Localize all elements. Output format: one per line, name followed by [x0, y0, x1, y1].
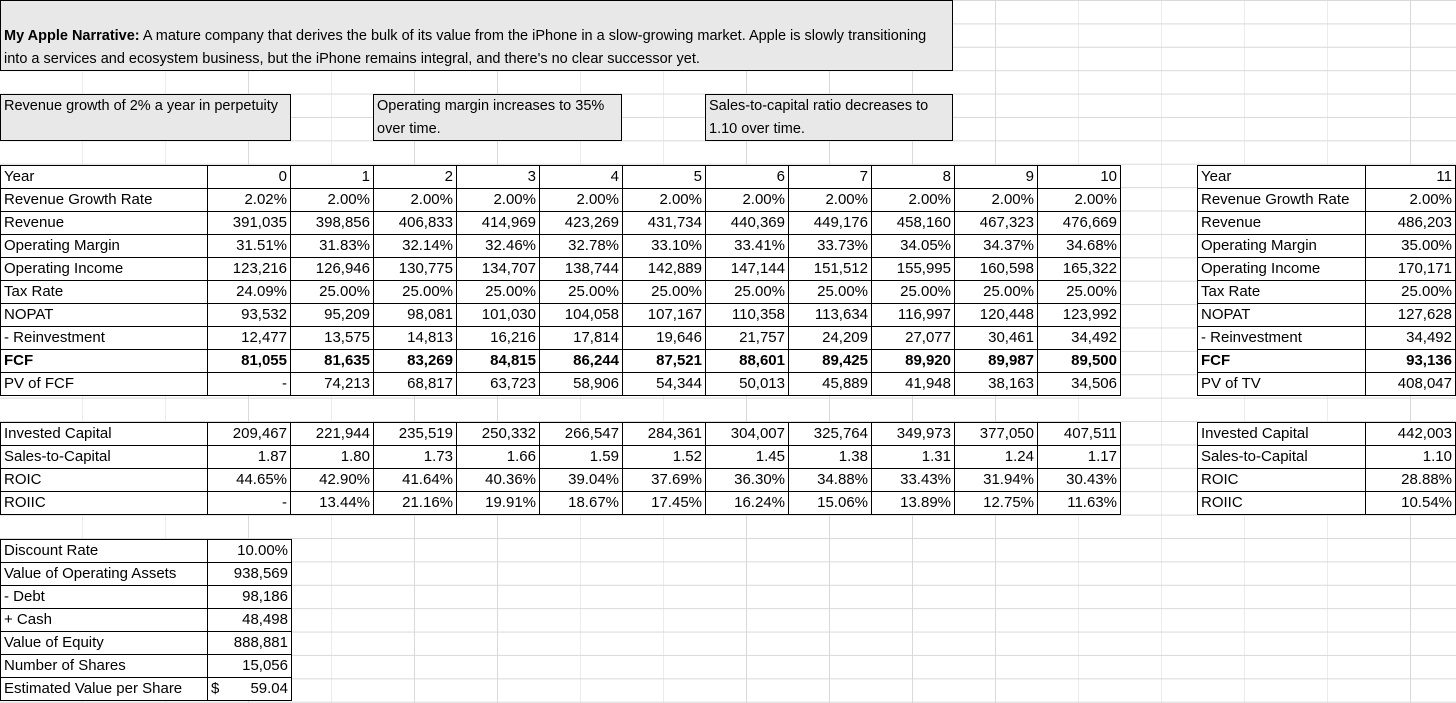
value-cell[interactable]: 34.05%: [872, 235, 955, 258]
table-row: [1198, 212, 1456, 235]
value-cell[interactable]: 34,492: [1038, 327, 1121, 350]
value-cell[interactable]: 2.00%: [706, 189, 789, 212]
value-cell[interactable]: 1.24: [955, 446, 1038, 469]
value-cell[interactable]: 476,669: [1038, 212, 1121, 235]
row-label-cell[interactable]: Sales-to-Capital: [1198, 446, 1366, 469]
cell-value: 938,569: [233, 565, 288, 582]
row-label-cell[interactable]: - Reinvestment: [1, 327, 208, 350]
value-cell[interactable]: 0: [208, 166, 291, 189]
table-row: [1, 327, 1121, 350]
value-cell[interactable]: 2.00%: [374, 189, 457, 212]
value-cell[interactable]: 25.00%: [872, 281, 955, 304]
value-cell[interactable]: 54,344: [623, 373, 706, 396]
assumption-margin-note: [373, 94, 622, 141]
value-cell[interactable]: 15.06%: [789, 492, 872, 515]
value-cell[interactable]: [1366, 304, 1456, 327]
row-label-cell[interactable]: ROIC: [1, 469, 208, 492]
value-cell[interactable]: 89,987: [955, 350, 1038, 373]
value-cell[interactable]: 37.69%: [623, 469, 706, 492]
value-cell[interactable]: [208, 655, 292, 678]
value-cell[interactable]: 89,500: [1038, 350, 1121, 373]
table-row: [1198, 469, 1456, 492]
value-cell[interactable]: 42.90%: [291, 469, 374, 492]
cell-value: 10.00%: [237, 542, 288, 559]
value-cell[interactable]: 89,425: [789, 350, 872, 373]
value-cell[interactable]: 25.00%: [706, 281, 789, 304]
cell-value: 59.04: [250, 680, 288, 697]
value-cell[interactable]: 120,448: [955, 304, 1038, 327]
cell-value: 11: [1436, 168, 1452, 185]
table-row: [1, 423, 1121, 446]
value-cell[interactable]: 95,209: [291, 304, 374, 327]
value-cell[interactable]: 41.64%: [374, 469, 457, 492]
row-label-cell[interactable]: Tax Rate: [1198, 281, 1366, 304]
row-label-cell[interactable]: + Cash: [1, 609, 208, 632]
value-cell[interactable]: [208, 586, 292, 609]
value-cell[interactable]: 10: [1038, 166, 1121, 189]
value-cell[interactable]: 165,322: [1038, 258, 1121, 281]
cell-value: 486,203: [1397, 214, 1452, 231]
value-cell[interactable]: [1366, 212, 1456, 235]
row-label-cell[interactable]: Invested Capital: [1198, 423, 1366, 446]
table-row: [1, 212, 1121, 235]
row-label-cell[interactable]: - Reinvestment: [1198, 327, 1366, 350]
value-cell[interactable]: 2.00%: [872, 189, 955, 212]
table-row: [1, 563, 292, 586]
value-cell[interactable]: 151,512: [789, 258, 872, 281]
value-cell[interactable]: 36.30%: [706, 469, 789, 492]
table-row: [1198, 327, 1456, 350]
table-row: [1198, 492, 1456, 515]
value-cell[interactable]: 250,332: [457, 423, 540, 446]
value-cell[interactable]: [1366, 258, 1456, 281]
row-label-cell[interactable]: Estimated Value per Share: [1, 678, 208, 701]
value-cell[interactable]: 110,358: [706, 304, 789, 327]
value-cell[interactable]: 16,216: [457, 327, 540, 350]
value-cell[interactable]: 63,723: [457, 373, 540, 396]
value-cell[interactable]: 31.51%: [208, 235, 291, 258]
value-cell[interactable]: 107,167: [623, 304, 706, 327]
value-cell[interactable]: [208, 632, 292, 655]
value-cell[interactable]: [1366, 327, 1456, 350]
table-row: [1198, 166, 1456, 189]
value-cell[interactable]: 6: [706, 166, 789, 189]
assumption-margin-text: Operating margin increases to 35% over time.: [377, 98, 605, 137]
assumption-sales-capital-text: Sales-to-capital ratio decreases to 1.10 over time.: [709, 98, 929, 137]
row-label-cell[interactable]: Value of Operating Assets: [1, 563, 208, 586]
cell-value: 2.00%: [1409, 191, 1452, 208]
table-row: [1198, 304, 1456, 327]
value-cell[interactable]: 2.00%: [955, 189, 1038, 212]
value-cell[interactable]: 25.00%: [291, 281, 374, 304]
value-cell[interactable]: 30,461: [955, 327, 1038, 350]
table-row: [1, 350, 1121, 373]
value-cell[interactable]: 39.04%: [540, 469, 623, 492]
valuation-table: [0, 539, 292, 701]
value-cell[interactable]: 18.67%: [540, 492, 623, 515]
currency-symbol: $: [211, 680, 220, 697]
value-cell[interactable]: 13.89%: [872, 492, 955, 515]
table-row: [1, 304, 1121, 327]
value-cell[interactable]: 38,163: [955, 373, 1038, 396]
row-label-cell[interactable]: Sales-to-Capital: [1, 446, 208, 469]
value-cell[interactable]: 2.00%: [789, 189, 872, 212]
value-cell[interactable]: 458,160: [872, 212, 955, 235]
table-row: [1, 446, 1121, 469]
row-label-cell[interactable]: PV of FCF: [1, 373, 208, 396]
row-label-cell[interactable]: Operating Income: [1, 258, 208, 281]
table-row: [1198, 350, 1456, 373]
value-cell[interactable]: 87,521: [623, 350, 706, 373]
value-cell[interactable]: 13.44%: [291, 492, 374, 515]
cell-value: 28.88%: [1401, 471, 1452, 488]
value-cell[interactable]: 27,077: [872, 327, 955, 350]
table-row: [1, 281, 1121, 304]
value-cell[interactable]: 116,997: [872, 304, 955, 327]
value-cell[interactable]: 414,969: [457, 212, 540, 235]
table-row: [1, 678, 292, 701]
cell-value: 1.10: [1422, 448, 1452, 465]
value-cell[interactable]: 13,575: [291, 327, 374, 350]
value-cell[interactable]: [208, 540, 292, 563]
value-cell[interactable]: [1366, 423, 1456, 446]
value-cell[interactable]: [1366, 350, 1456, 373]
row-label-cell[interactable]: ROIIC: [1, 492, 208, 515]
row-label-cell[interactable]: Operating Margin: [1198, 235, 1366, 258]
value-cell[interactable]: [1366, 492, 1456, 515]
cell-value: 442,003: [1397, 425, 1452, 442]
value-cell[interactable]: 209,467: [208, 423, 291, 446]
value-cell[interactable]: 19,646: [623, 327, 706, 350]
value-cell[interactable]: 2: [374, 166, 457, 189]
value-cell[interactable]: 440,369: [706, 212, 789, 235]
value-cell[interactable]: 25.00%: [374, 281, 457, 304]
cell-value: 10.54%: [1401, 494, 1452, 511]
value-cell[interactable]: 1.66: [457, 446, 540, 469]
table-row: [1, 609, 292, 632]
value-cell[interactable]: 40.36%: [457, 469, 540, 492]
value-cell[interactable]: 68,817: [374, 373, 457, 396]
value-cell[interactable]: -: [208, 492, 291, 515]
value-cell[interactable]: 2.00%: [1038, 189, 1121, 212]
value-cell[interactable]: 25.00%: [955, 281, 1038, 304]
cell-value: 35.00%: [1401, 237, 1452, 254]
value-cell[interactable]: 1.17: [1038, 446, 1121, 469]
value-cell[interactable]: 104,058: [540, 304, 623, 327]
row-label-cell[interactable]: FCF: [1198, 350, 1366, 373]
cell-value: 34,492: [1406, 329, 1452, 346]
value-cell[interactable]: 235,519: [374, 423, 457, 446]
value-cell[interactable]: 407,511: [1038, 423, 1121, 446]
value-cell[interactable]: 33.41%: [706, 235, 789, 258]
value-cell[interactable]: 266,547: [540, 423, 623, 446]
row-label-cell[interactable]: - Debt: [1, 586, 208, 609]
value-cell[interactable]: 19.91%: [457, 492, 540, 515]
row-label-cell[interactable]: ROIC: [1198, 469, 1366, 492]
value-cell[interactable]: 30.43%: [1038, 469, 1121, 492]
row-label-cell[interactable]: Discount Rate: [1, 540, 208, 563]
cell-value: 98,186: [242, 588, 288, 605]
value-cell[interactable]: [208, 563, 292, 586]
value-cell[interactable]: 431,734: [623, 212, 706, 235]
value-cell[interactable]: 8: [872, 166, 955, 189]
value-cell[interactable]: 83,269: [374, 350, 457, 373]
value-cell[interactable]: 142,889: [623, 258, 706, 281]
table-row: [1, 189, 1121, 212]
value-cell[interactable]: 93,532: [208, 304, 291, 327]
value-cell[interactable]: 113,634: [789, 304, 872, 327]
assumption-revenue-text: Revenue growth of 2% a year in perpetuity: [4, 98, 279, 114]
value-cell[interactable]: 467,323: [955, 212, 1038, 235]
value-cell[interactable]: 221,944: [291, 423, 374, 446]
table-row: [1198, 189, 1456, 212]
value-cell[interactable]: 123,216: [208, 258, 291, 281]
value-cell[interactable]: 1.87: [208, 446, 291, 469]
value-cell[interactable]: 25.00%: [457, 281, 540, 304]
value-cell[interactable]: 24.09%: [208, 281, 291, 304]
row-label-cell[interactable]: PV of TV: [1198, 373, 1366, 396]
value-cell[interactable]: 31.94%: [955, 469, 1038, 492]
table-row: [1, 586, 292, 609]
value-cell[interactable]: 1.59: [540, 446, 623, 469]
value-cell[interactable]: 138,744: [540, 258, 623, 281]
value-cell[interactable]: 74,213: [291, 373, 374, 396]
value-cell[interactable]: 12.75%: [955, 492, 1038, 515]
value-cell[interactable]: 449,176: [789, 212, 872, 235]
table-row: [1198, 258, 1456, 281]
cell-value: 408,047: [1397, 375, 1452, 392]
value-cell[interactable]: 32.14%: [374, 235, 457, 258]
value-cell[interactable]: 101,030: [457, 304, 540, 327]
row-label-cell[interactable]: ROIIC: [1198, 492, 1366, 515]
value-cell[interactable]: 349,973: [872, 423, 955, 446]
terminal-year-table: [1197, 165, 1456, 396]
value-cell[interactable]: 25.00%: [1038, 281, 1121, 304]
narrative-text: A mature company that derives the bulk of its value from the iPhone in a slow-growing market. Apple is slowly transitioning into a services and ecosystem business, but the iPhone remains integral, and there's no clear successor yet.: [4, 28, 927, 67]
value-cell[interactable]: 406,833: [374, 212, 457, 235]
table-row: [1, 655, 292, 678]
row-label-cell[interactable]: Operating Margin: [1, 235, 208, 258]
value-cell[interactable]: 34.88%: [789, 469, 872, 492]
value-cell[interactable]: 7: [789, 166, 872, 189]
table-row: [1198, 235, 1456, 258]
cell-value: 170,171: [1397, 260, 1452, 277]
row-label-cell[interactable]: Tax Rate: [1, 281, 208, 304]
value-cell[interactable]: 33.43%: [872, 469, 955, 492]
value-cell[interactable]: 398,856: [291, 212, 374, 235]
value-cell[interactable]: [208, 678, 292, 701]
value-cell[interactable]: [1366, 166, 1456, 189]
value-cell[interactable]: 33.10%: [623, 235, 706, 258]
value-cell[interactable]: 24,209: [789, 327, 872, 350]
row-label-cell[interactable]: Revenue: [1, 212, 208, 235]
cell-value: 888,881: [233, 634, 288, 651]
table-row: [1198, 281, 1456, 304]
value-cell[interactable]: 86,244: [540, 350, 623, 373]
value-cell[interactable]: 34.37%: [955, 235, 1038, 258]
value-cell[interactable]: 134,707: [457, 258, 540, 281]
value-cell[interactable]: 4: [540, 166, 623, 189]
projection-table: [0, 165, 1121, 396]
value-cell[interactable]: 25.00%: [623, 281, 706, 304]
value-cell[interactable]: 81,055: [208, 350, 291, 373]
table-row: [1198, 446, 1456, 469]
value-cell[interactable]: 160,598: [955, 258, 1038, 281]
value-cell[interactable]: 1.31: [872, 446, 955, 469]
row-label-cell[interactable]: Number of Shares: [1, 655, 208, 678]
value-cell[interactable]: 31.83%: [291, 235, 374, 258]
value-cell[interactable]: 17,814: [540, 327, 623, 350]
narrative-note: [0, 0, 953, 71]
value-cell[interactable]: 1.80: [291, 446, 374, 469]
value-cell[interactable]: 391,035: [208, 212, 291, 235]
table-row: [1, 492, 1121, 515]
row-label-cell[interactable]: Year: [1198, 166, 1366, 189]
value-cell[interactable]: -: [208, 373, 291, 396]
value-cell[interactable]: [1366, 235, 1456, 258]
value-cell[interactable]: [1366, 446, 1456, 469]
value-cell[interactable]: 147,144: [706, 258, 789, 281]
table-row: [1, 540, 292, 563]
table-row: [1, 235, 1121, 258]
value-cell[interactable]: 45,889: [789, 373, 872, 396]
value-cell[interactable]: 34.68%: [1038, 235, 1121, 258]
row-label-cell[interactable]: FCF: [1, 350, 208, 373]
assumption-sales-capital-note: [705, 94, 953, 141]
row-label-cell[interactable]: NOPAT: [1, 304, 208, 327]
value-cell[interactable]: 2.00%: [540, 189, 623, 212]
terminal-capital-table: [1197, 422, 1456, 515]
row-label-cell[interactable]: Revenue Growth Rate: [1198, 189, 1366, 212]
value-cell[interactable]: 44.65%: [208, 469, 291, 492]
value-cell[interactable]: 1: [291, 166, 374, 189]
capital-table: [0, 422, 1121, 515]
cell-value: 15,056: [242, 657, 288, 674]
value-cell[interactable]: 130,775: [374, 258, 457, 281]
value-cell[interactable]: 50,013: [706, 373, 789, 396]
value-cell[interactable]: 32.46%: [457, 235, 540, 258]
table-row: [1, 632, 292, 655]
value-cell[interactable]: [208, 609, 292, 632]
value-cell[interactable]: 81,635: [291, 350, 374, 373]
value-cell[interactable]: 11.63%: [1038, 492, 1121, 515]
value-cell[interactable]: 2.00%: [457, 189, 540, 212]
value-cell[interactable]: 32.78%: [540, 235, 623, 258]
value-cell[interactable]: 304,007: [706, 423, 789, 446]
row-label-cell[interactable]: Invested Capital: [1, 423, 208, 446]
value-cell[interactable]: 5: [623, 166, 706, 189]
value-cell[interactable]: 377,050: [955, 423, 1038, 446]
assumption-revenue-note: [0, 94, 291, 141]
value-cell[interactable]: 1.38: [789, 446, 872, 469]
value-cell[interactable]: 325,764: [789, 423, 872, 446]
cell-value: 48,498: [242, 611, 288, 628]
value-cell[interactable]: 34,506: [1038, 373, 1121, 396]
value-cell[interactable]: 123,992: [1038, 304, 1121, 327]
value-cell[interactable]: 89,920: [872, 350, 955, 373]
value-cell[interactable]: 17.45%: [623, 492, 706, 515]
narrative-title: My Apple Narrative:: [4, 28, 140, 44]
row-label-cell[interactable]: Operating Income: [1198, 258, 1366, 281]
value-cell[interactable]: 12,477: [208, 327, 291, 350]
cell-value: 93,136: [1406, 352, 1452, 369]
value-cell[interactable]: 88,601: [706, 350, 789, 373]
value-cell[interactable]: [1366, 469, 1456, 492]
cell-value: 25.00%: [1401, 283, 1452, 300]
value-cell[interactable]: 21.16%: [374, 492, 457, 515]
value-cell[interactable]: [1366, 281, 1456, 304]
value-cell[interactable]: 126,946: [291, 258, 374, 281]
value-cell[interactable]: [1366, 373, 1456, 396]
value-cell[interactable]: 2.02%: [208, 189, 291, 212]
value-cell[interactable]: 25.00%: [540, 281, 623, 304]
value-cell[interactable]: 98,081: [374, 304, 457, 327]
table-row: [1, 166, 1121, 189]
value-cell[interactable]: 14,813: [374, 327, 457, 350]
table-row: [1198, 423, 1456, 446]
row-label-cell[interactable]: Revenue: [1198, 212, 1366, 235]
value-cell[interactable]: 155,995: [872, 258, 955, 281]
table-row: [1, 258, 1121, 281]
value-cell[interactable]: 423,269: [540, 212, 623, 235]
value-cell[interactable]: 84,815: [457, 350, 540, 373]
value-cell[interactable]: 9: [955, 166, 1038, 189]
row-label-cell[interactable]: Revenue Growth Rate: [1, 189, 208, 212]
value-cell[interactable]: 25.00%: [789, 281, 872, 304]
value-cell[interactable]: 1.52: [623, 446, 706, 469]
value-cell[interactable]: 2.00%: [623, 189, 706, 212]
value-cell[interactable]: 284,361: [623, 423, 706, 446]
table-row: [1, 469, 1121, 492]
value-cell[interactable]: 41,948: [872, 373, 955, 396]
cell-value: 127,628: [1397, 306, 1452, 323]
value-cell[interactable]: 1.45: [706, 446, 789, 469]
value-cell[interactable]: 58,906: [540, 373, 623, 396]
row-label-cell[interactable]: Value of Equity: [1, 632, 208, 655]
value-cell[interactable]: 1.73: [374, 446, 457, 469]
row-label-cell[interactable]: NOPAT: [1198, 304, 1366, 327]
value-cell[interactable]: 16.24%: [706, 492, 789, 515]
value-cell[interactable]: 21,757: [706, 327, 789, 350]
value-cell[interactable]: 33.73%: [789, 235, 872, 258]
value-cell[interactable]: 3: [457, 166, 540, 189]
value-cell[interactable]: 2.00%: [291, 189, 374, 212]
row-label-cell[interactable]: Year: [1, 166, 208, 189]
table-row: [1, 373, 1121, 396]
table-row: [1198, 373, 1456, 396]
value-cell[interactable]: [1366, 189, 1456, 212]
